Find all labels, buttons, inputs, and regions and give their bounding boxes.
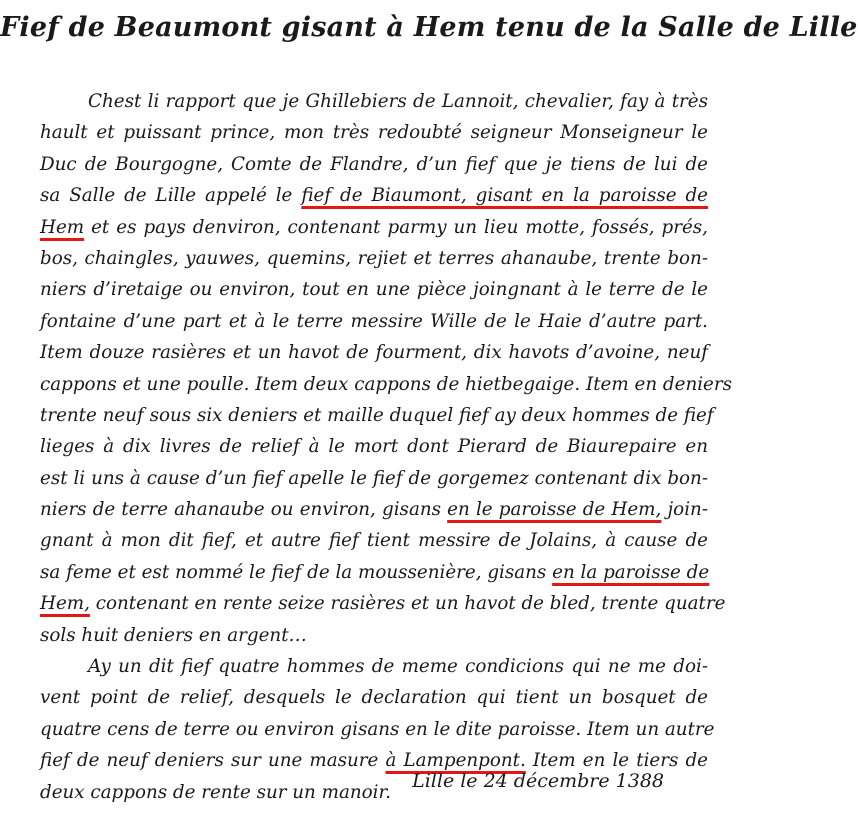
text-segment: sols huit deniers en argent… [40, 624, 307, 646]
text-segment: Ay un dit fief quatre hommes de meme condicions qui ne me doi- [88, 656, 708, 678]
text-segment: join- [661, 499, 708, 521]
underlined-place-name: Hem [40, 216, 85, 238]
text-line [40, 651, 708, 682]
text-segment: fief de neuf deniers sur une masure [40, 750, 386, 772]
text-line [40, 306, 708, 337]
text-line [40, 117, 708, 148]
underlined-place-name: à Lampenpont. [385, 750, 526, 772]
text-segment: Duc de Bourgogne, Comte de Flandre, d’un fief que je tiens de lui de [40, 153, 708, 175]
document-signature: Lille le 24 décembre 1388 [412, 770, 664, 792]
text-line [40, 243, 708, 274]
text-segment: cappons et une poulle. Item deux cappons de hietbegaige. Item en deniers [40, 373, 733, 395]
text-line [40, 588, 726, 619]
text-line [40, 180, 708, 211]
underlined-place-name: Hem, [40, 593, 90, 615]
text-segment: sa feme et est nommé le fief de la moussenière, gisans [40, 561, 553, 583]
text-line [40, 369, 733, 400]
text-line [40, 714, 715, 745]
text-segment: contenant en rente seize rasières et un havot de bled, trente quatre [89, 593, 726, 615]
text-segment: est li uns à cause d’un fief apelle le fief de gorgemez contenant dix bon- [40, 467, 708, 489]
text-segment: gnant à mon dit fief, et autre fief tient messire de Jolains, à cause de [40, 530, 708, 552]
text-line [40, 149, 708, 180]
text-segment: fontaine d’une part et à le terre messire Wille de le Haie d’autre part. [40, 310, 708, 332]
text-line [40, 557, 708, 588]
text-line [40, 337, 708, 368]
text-line [40, 525, 708, 556]
text-line [40, 494, 708, 525]
text-segment: quatre cens de terre ou environ gisans en le dite paroisse. Item un autre [40, 718, 715, 740]
text-line [40, 86, 708, 117]
underlined-place-name: en la paroisse de [552, 561, 710, 583]
text-segment: et es pays denviron, contenant parmy un lieu motte, fossés, prés, [84, 216, 708, 238]
text-segment: niers d’iretaige ou environ, tout en une pièce joingnant à le terre de le [40, 279, 708, 301]
text-segment: Item douze rasières et un havot de fourment, dix havots d’avoine, neuf [40, 342, 708, 364]
text-segment: bos, chaingles, yauwes, quemins, rejiet et terres ahanaube, trente bon- [40, 247, 708, 269]
text-line [40, 274, 708, 305]
document-body [40, 86, 733, 808]
underlined-place-name: en le paroisse de Hem, [447, 499, 662, 521]
text-line [40, 212, 708, 243]
text-line [40, 400, 714, 431]
text-line [40, 682, 708, 713]
text-segment: deux cappons de rente sur un manoir. [40, 781, 392, 803]
text-segment: hault et puissant prince, mon très redoubté seigneur Monseigneur le [40, 122, 708, 144]
document-title: Fief de Beaumont gisant à Hem tenu de la Salle de Lille [0, 12, 858, 43]
text-segment: trente neuf sous six deniers et maille duquel fief ay deux hommes de fief [40, 404, 714, 426]
text-segment: Item en le tiers de [525, 750, 708, 772]
text-segment: lieges à dix livres de relief à le mort dont Pierard de Biaurepaire en [40, 436, 708, 458]
text-segment: Chest li rapport que je Ghillebiers de Lannoit, chevalier, fay à très [88, 91, 708, 112]
text-line [40, 620, 708, 651]
text-line [40, 431, 708, 462]
underlined-place-name: fief de Biaumont, gisant en la paroisse de [301, 185, 709, 207]
text-segment: niers de terre ahanaube ou environ, gisans [40, 499, 448, 521]
text-segment: sa Salle de Lille appelé le [40, 185, 302, 207]
text-line [40, 463, 708, 494]
text-segment: vent point de relief, desquels le declaration qui tient un bosquet de [40, 687, 708, 709]
